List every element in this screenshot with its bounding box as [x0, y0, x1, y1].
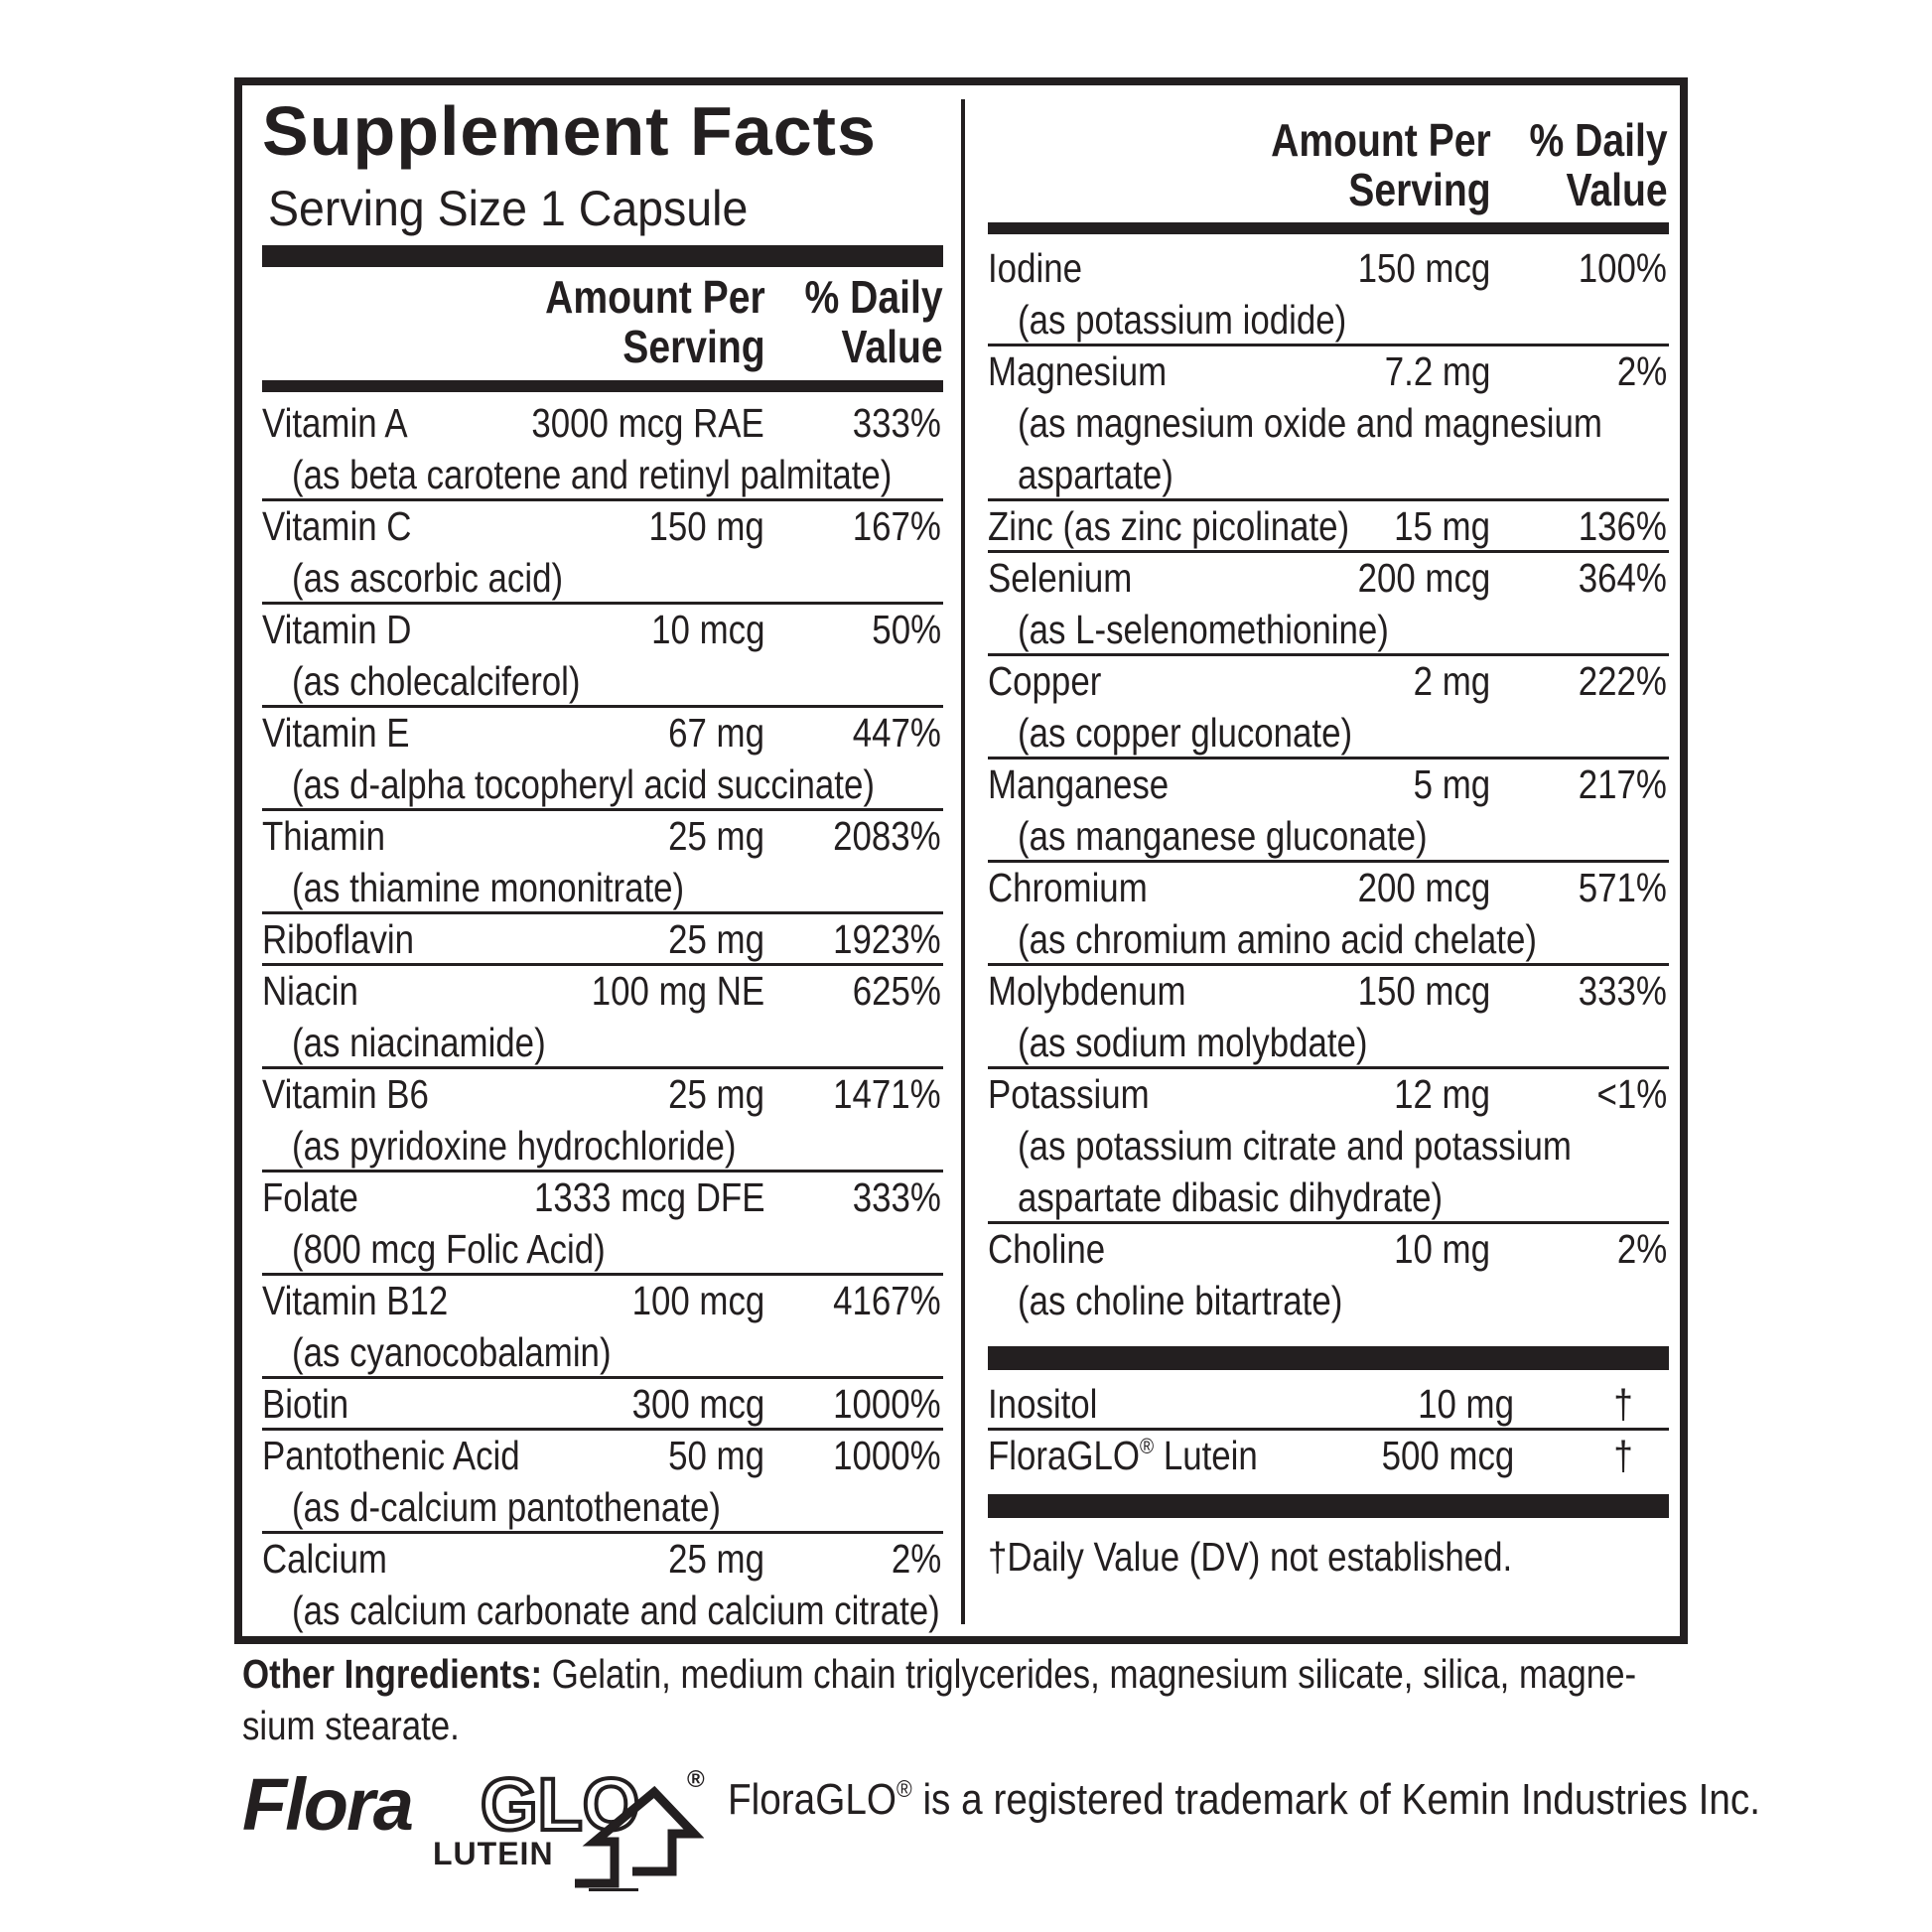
nutrient-daily-value: 2%: [1616, 348, 1667, 394]
nutrient-source: (as magnesium oxide and magnesium: [1018, 400, 1602, 446]
nutrient-amount: 25 mg: [668, 916, 764, 962]
nutrient-source: (as d-alpha tocopheryl acid succinate): [292, 761, 875, 807]
nutrient-row: [262, 810, 943, 913]
nutrient-amount: 2 mg: [1413, 658, 1490, 704]
right-amount-header: Amount Per Serving: [1271, 114, 1491, 215]
other-ingredients: [242, 1648, 1677, 1751]
nutrient-row: [988, 552, 1669, 655]
nutrient-amount: 150 mcg: [1357, 968, 1490, 1014]
nutrient-source: (as manganese gluconate): [1018, 813, 1428, 859]
nutrient-daily-value: 1000%: [833, 1381, 941, 1427]
nutrient-source: (as potassium iodide): [1018, 297, 1347, 343]
nutrient-amount: 5 mg: [1413, 761, 1490, 807]
nutrient-name: Copper: [988, 658, 1102, 704]
nutrient-name: Zinc (as zinc picolinate): [988, 503, 1350, 549]
right-dv-header: % Daily Value: [1529, 114, 1668, 215]
logo-arrow-icon: [555, 1772, 704, 1891]
nutrient-name: Riboflavin: [262, 916, 415, 962]
left-header-bar: [262, 380, 943, 392]
nutrient-daily-value: 2083%: [833, 813, 941, 859]
nutrient-name: Choline: [988, 1226, 1106, 1272]
nutrient-amount: 25 mg: [668, 813, 764, 859]
nutrient-daily-value: 571%: [1578, 865, 1667, 910]
floraglo-logo: [242, 1762, 709, 1881]
nutrient-daily-value: 1000%: [833, 1433, 941, 1478]
nutrient-amount: 7.2 mg: [1384, 348, 1490, 394]
nutrient-source: aspartate dibasic dihydrate): [1018, 1174, 1444, 1220]
nutrient-source: (800 mcg Folic Acid): [292, 1226, 606, 1272]
nutrient-source: (as ascorbic acid): [292, 555, 564, 601]
nutrient-row: [262, 500, 943, 604]
left-top-bar: [262, 245, 943, 267]
other-ingredients-line2: sium stearate.: [242, 1703, 460, 1748]
extras-bottom-bar: [988, 1494, 1669, 1518]
nutrient-row: [988, 1068, 1669, 1223]
nutrient-daily-value: 2%: [891, 1536, 941, 1582]
logo-glo-text: GLO: [481, 1763, 640, 1846]
nutrient-amount: 12 mg: [1394, 1071, 1490, 1117]
nutrient-amount: 150 mg: [648, 503, 764, 549]
nutrient-name: Biotin: [262, 1381, 349, 1427]
nutrient-amount: 10 mg: [1394, 1226, 1490, 1272]
extras-top-bar: [988, 1346, 1669, 1370]
nutrient-row: [262, 1172, 943, 1275]
nutrient-name: Vitamin A: [262, 400, 408, 446]
nutrient-name: Molybdenum: [988, 968, 1186, 1014]
nutrient-amount: 100 mg NE: [591, 968, 764, 1014]
left-amount-header: Amount Per Serving: [545, 271, 765, 372]
nutrient-daily-value: 136%: [1578, 503, 1667, 549]
nutrient-source: (as pyridoxine hydrochloride): [292, 1123, 737, 1169]
nutrient-source: (as choline bitartrate): [1018, 1278, 1343, 1323]
nutrient-source: (as sodium molybdate): [1018, 1020, 1368, 1065]
nutrient-daily-value: 167%: [852, 503, 941, 549]
nutrient-daily-value: 1923%: [833, 916, 941, 962]
nutrient-daily-value: †: [1613, 1433, 1633, 1478]
nutrient-source: (as niacinamide): [292, 1020, 546, 1065]
nutrient-name: Inositol: [988, 1381, 1098, 1427]
right-header-bar: [988, 222, 1669, 234]
nutrient-daily-value: 217%: [1578, 761, 1667, 807]
nutrient-name: Pantothenic Acid: [262, 1433, 520, 1478]
nutrient-amount: 15 mg: [1394, 503, 1490, 549]
nutrient-source: (as cyanocobalamin): [292, 1329, 612, 1375]
nutrient-daily-value: 625%: [852, 968, 941, 1014]
nutrient-row: [262, 913, 943, 965]
nutrient-name: Vitamin B6: [262, 1071, 429, 1117]
nutrient-amount: 1333 mcg DFE: [533, 1174, 764, 1220]
nutrient-name: Niacin: [262, 968, 358, 1014]
nutrient-source: (as beta carotene and retinyl palmitate): [292, 452, 893, 497]
nutrient-name: Potassium: [988, 1071, 1150, 1117]
nutrient-amount: 150 mcg: [1357, 245, 1490, 291]
nutrient-source: (as d-calcium pantothenate): [292, 1484, 721, 1530]
nutrient-daily-value: 2%: [1616, 1226, 1667, 1272]
nutrient-row: [262, 965, 943, 1068]
nutrient-row: [988, 1223, 1669, 1326]
left-dv-header: % Daily Value: [804, 271, 943, 372]
nutrient-name: Vitamin D: [262, 607, 412, 652]
nutrient-name: Folate: [262, 1174, 358, 1220]
logo-registered-mark: ®: [687, 1766, 705, 1793]
nutrient-daily-value: <1%: [1596, 1071, 1667, 1117]
nutrient-amount: 100 mcg: [631, 1278, 764, 1323]
nutrient-row: [262, 1378, 943, 1430]
nutrient-daily-value: 222%: [1578, 658, 1667, 704]
nutrient-daily-value: 100%: [1578, 245, 1667, 291]
serving-size: Serving Size 1 Capsule: [268, 181, 749, 236]
nutrient-amount: 300 mcg: [631, 1381, 764, 1427]
nutrient-source: aspartate): [1018, 452, 1173, 497]
nutrient-row: [262, 604, 943, 707]
nutrient-amount: 200 mcg: [1357, 865, 1490, 910]
nutrient-amount: 25 mg: [668, 1071, 764, 1117]
nutrient-name: Vitamin E: [262, 710, 410, 756]
nutrient-amount: 50 mg: [668, 1433, 764, 1478]
nutrient-name: Manganese: [988, 761, 1170, 807]
nutrient-name: FloraGLO® Lutein: [988, 1433, 1258, 1478]
nutrient-row: [262, 1068, 943, 1172]
column-divider: [961, 99, 965, 1624]
extra-nutrient-row: [988, 1378, 1669, 1430]
nutrient-row: [988, 965, 1669, 1068]
nutrient-name: Vitamin B12: [262, 1278, 449, 1323]
nutrient-row: [262, 1275, 943, 1378]
nutrient-row: [262, 1533, 943, 1636]
nutrient-name: Selenium: [988, 555, 1133, 601]
nutrient-source: (as potassium citrate and potassium: [1018, 1123, 1572, 1169]
nutrient-daily-value: 447%: [852, 710, 941, 756]
nutrient-name: Calcium: [262, 1536, 387, 1582]
nutrient-source: (as L-selenomethionine): [1018, 607, 1389, 652]
nutrient-amount: 500 mcg: [1381, 1433, 1514, 1478]
nutrient-daily-value: 50%: [872, 607, 941, 652]
nutrient-source: (as cholecalciferol): [292, 658, 581, 704]
trademark-notice: FloraGLO® is a registered trademark of Kemin Industries Inc.: [728, 1775, 1761, 1824]
nutrient-name: Thiamin: [262, 813, 385, 859]
nutrient-source: (as chromium amino acid chelate): [1018, 916, 1537, 962]
nutrient-row: [262, 707, 943, 810]
nutrient-name: Magnesium: [988, 348, 1168, 394]
footnote: †Daily Value (DV) not established.: [988, 1534, 1513, 1580]
nutrient-amount: 67 mg: [668, 710, 764, 756]
nutrient-row: [988, 759, 1669, 862]
other-ingredients-label: Other Ingredients:: [242, 1651, 543, 1697]
nutrient-amount: 200 mcg: [1357, 555, 1490, 601]
nutrient-row: [988, 500, 1669, 552]
nutrient-row: [988, 655, 1669, 759]
nutrient-row: [988, 242, 1669, 345]
nutrient-daily-value: 364%: [1578, 555, 1667, 601]
nutrient-daily-value: 333%: [852, 400, 941, 446]
nutrient-row: [262, 397, 943, 500]
nutrient-daily-value: †: [1613, 1381, 1633, 1427]
other-ingredients-line1: Gelatin, medium chain triglycerides, magnesium silicate, silica, magne-: [542, 1651, 1637, 1697]
nutrient-amount: 25 mg: [668, 1536, 764, 1582]
nutrient-daily-value: 333%: [1578, 968, 1667, 1014]
nutrient-name: Chromium: [988, 865, 1148, 910]
nutrient-daily-value: 333%: [852, 1174, 941, 1220]
extra-nutrient-row: [988, 1430, 1669, 1481]
logo-lutein-text: LUTEIN: [433, 1836, 554, 1871]
nutrient-daily-value: 1471%: [833, 1071, 941, 1117]
nutrient-amount: 10 mcg: [650, 607, 764, 652]
nutrient-source: (as copper gluconate): [1018, 710, 1353, 756]
nutrient-row: [988, 345, 1669, 500]
nutrient-source: (as thiamine mononitrate): [292, 865, 685, 910]
nutrient-amount: 3000 mcg RAE: [531, 400, 764, 446]
panel-title: Supplement Facts: [262, 92, 877, 170]
nutrient-name: Iodine: [988, 245, 1082, 291]
nutrient-source: (as calcium carbonate and calcium citrate): [292, 1587, 940, 1633]
nutrient-row: [988, 862, 1669, 965]
nutrient-row: [262, 1430, 943, 1533]
nutrient-name: Vitamin C: [262, 503, 412, 549]
nutrient-amount: 10 mg: [1418, 1381, 1514, 1427]
nutrient-daily-value: 4167%: [833, 1278, 941, 1323]
logo-flora-text: Flora: [242, 1763, 412, 1846]
